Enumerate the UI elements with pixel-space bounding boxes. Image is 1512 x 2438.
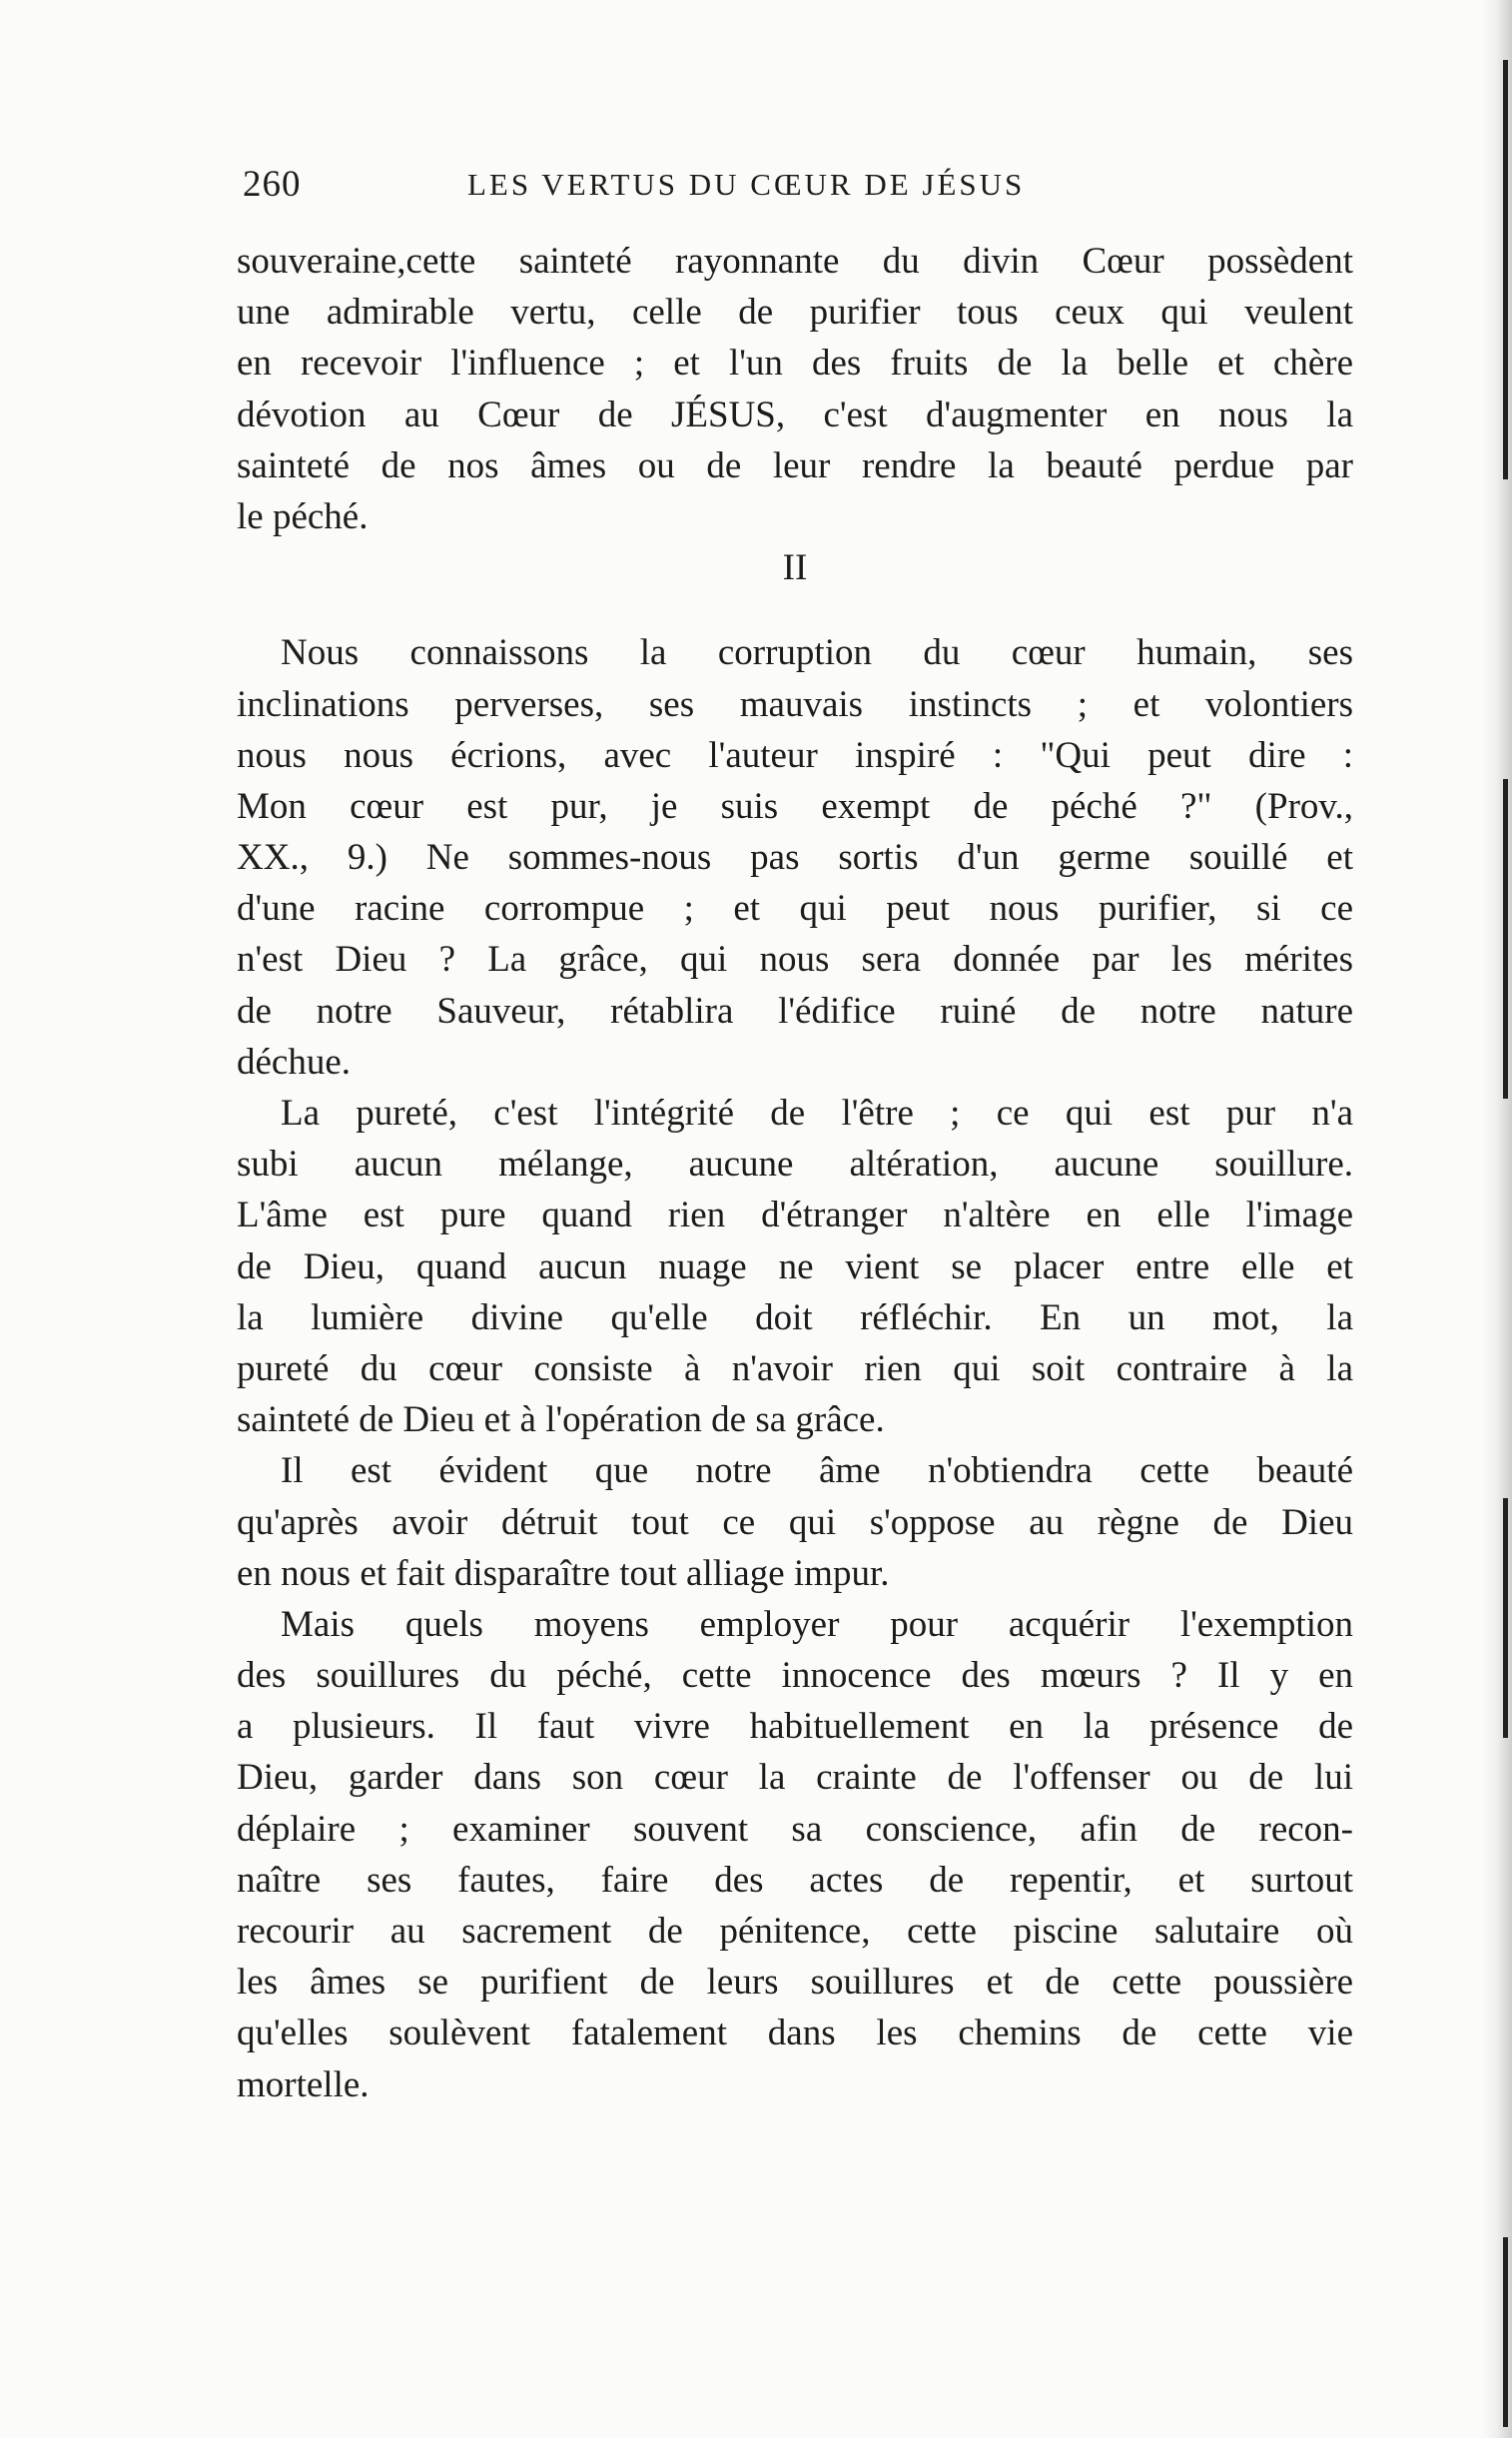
- running-head: LES VERTUS DU CŒUR DE JÉSUS: [467, 167, 1026, 202]
- text-line: nous nous écrions, avec l'auteur inspiré : "Qui peut dire :: [237, 734, 1353, 776]
- text-line: dévotion au Cœur de JÉSUS, c'est d'augmenter en nous la: [237, 394, 1353, 435]
- text-line: des souillures du péché, cette innocence des mœurs ? Il y en: [237, 1655, 1353, 1697]
- page-number: 260: [243, 164, 302, 205]
- text-line: en nous et fait disparaître tout alliage impur.: [237, 1552, 890, 1594]
- text-line: La pureté, c'est l'intégrité de l'être ; ce qui est pur n'a: [281, 1093, 1353, 1134]
- text-line: une admirable vertu, celle de purifier tous ceux qui veulent: [237, 292, 1353, 334]
- text-line: sainteté de Dieu et à l'opération de sa grâce.: [237, 1399, 885, 1441]
- text-line: n'est Dieu ? La grâce, qui nous sera donnée par les mérites: [237, 939, 1353, 981]
- paragraph-5: [237, 1599, 1353, 2110]
- paragraph-1: [237, 236, 1353, 542]
- body-text: [237, 236, 1353, 2110]
- text-line: de notre Sauveur, rétablira l'édifice ruiné de notre nature: [237, 990, 1353, 1032]
- text-line: sainteté de nos âmes ou de leur rendre la beauté perdue par: [237, 444, 1353, 486]
- text-line: naître ses fautes, faire des actes de repentir, et surtout: [237, 1859, 1353, 1901]
- binding-mark: [1503, 60, 1508, 479]
- text-line: pureté du cœur consiste à n'avoir rien qui soit contraire à la: [237, 1347, 1353, 1389]
- text-line: souveraine,cette sainteté rayonnante du divin Cœur possèdent: [237, 241, 1353, 282]
- text-line: recourir au sacrement de pénitence, cette piscine salutaire où: [237, 1911, 1353, 1952]
- text-line: qu'elles soulèvent fatalement dans les chemins de cette vie: [237, 2013, 1353, 2054]
- text-line: le péché.: [237, 495, 369, 537]
- text-line: la lumière divine qu'elle doit réfléchir. En un mot, la: [237, 1296, 1353, 1338]
- text-line: L'âme est pure quand rien d'étranger n'altère en elle l'image: [237, 1195, 1353, 1236]
- paragraph-3: [237, 1088, 1353, 1445]
- binding-mark: [1503, 2237, 1508, 2427]
- text-line: XX., 9.) Ne sommes-nous pas sortis d'un germe souillé et: [237, 837, 1353, 879]
- text-line: Il est évident que notre âme n'obtiendra cette beauté: [281, 1450, 1353, 1492]
- text-line: mortelle.: [237, 2063, 370, 2105]
- text-line: a plusieurs. Il faut vivre habituellement en la présence de: [237, 1706, 1353, 1748]
- text-line: inclinations perverses, ses mauvais instincts ; et volontiers: [237, 683, 1353, 725]
- text-line: déchue.: [237, 1041, 352, 1083]
- page-header: [243, 163, 1351, 213]
- text-line: d'une racine corrompue ; et qui peut nous purifier, si ce: [237, 888, 1353, 930]
- paragraph-2: [237, 627, 1353, 1088]
- text-line: déplaire ; examiner souvent sa conscience, afin de recon-: [237, 1808, 1353, 1850]
- text-line: qu'après avoir détruit tout ce qui s'oppose au règne de Dieu: [237, 1501, 1353, 1543]
- binding-mark: [1503, 1498, 1508, 1738]
- binding-mark: [1503, 779, 1508, 1099]
- text-line: Dieu, garder dans son cœur la crainte de l'offenser ou de lui: [237, 1757, 1353, 1799]
- text-line: Mais quels moyens employer pour acquérir l'exemption: [281, 1603, 1353, 1645]
- text-line: Nous connaissons la corruption du cœur humain, ses: [281, 632, 1353, 674]
- paragraph-4: [237, 1445, 1353, 1599]
- section-heading: II: [782, 547, 808, 589]
- page-edge-shadow: [1482, 0, 1512, 2438]
- text-line: de Dieu, quand aucun nuage ne vient se placer entre elle et: [237, 1245, 1353, 1287]
- section-gap: [237, 593, 1353, 627]
- text-line: les âmes se purifient de leurs souillures et de cette poussière: [237, 1962, 1353, 2004]
- text-line: en recevoir l'influence ; et l'un des fruits de la belle et chère: [237, 343, 1353, 385]
- text-line: Mon cœur est pur, je suis exempt de péché ?" (Prov.,: [237, 785, 1353, 827]
- text-line: subi aucun mélange, aucune altération, aucune souillure.: [237, 1144, 1353, 1186]
